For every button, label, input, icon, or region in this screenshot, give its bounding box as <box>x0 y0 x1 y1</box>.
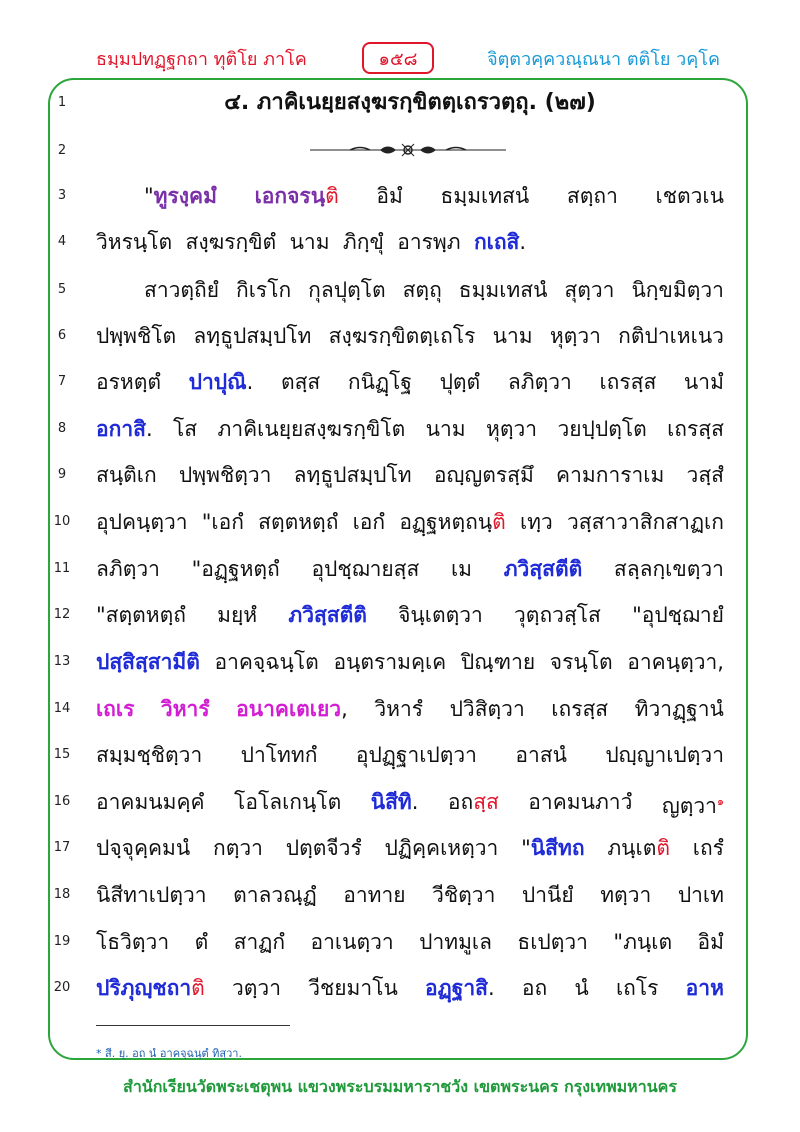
text-line-18: นิสีทาเปตฺวา ตาลวณฺฏํ อาทาย วีชิตฺวา ปานียํ ทตฺวา ปาเท <box>96 883 724 907</box>
text-line-10: อุปคนฺตฺวา "เอกํ สตฺตหตฺถํ เอกํ อฏฺฐหตฺถนฺติ เทฺว วสฺสาวาสิกสาฏเก <box>96 510 724 534</box>
word: สตฺถา <box>566 184 618 208</box>
line-number: 13 <box>53 654 71 669</box>
line-number: 11 <box>53 561 71 576</box>
text-line-3 <box>144 181 724 211</box>
line-number: 12 <box>53 607 71 622</box>
word: "ทูรงฺคมํ <box>144 184 217 208</box>
text-line-17: ปจฺจุคฺคมนํ กตฺวา ปตฺตจีวรํ ปฏิคฺคเหตฺวา "นิสีทถ ภนฺเตติ เถรํ <box>96 836 724 860</box>
text-line-5: สาวตฺถิยํ กิเรโก กุลปุตฺโต สตฺถุ ธมฺมเทสนํ สุตฺวา นิกฺขมิตฺวา <box>144 278 724 302</box>
word: เอกจรนฺติ <box>254 184 339 208</box>
page-number-badge: ๑๕๘ <box>362 42 434 74</box>
text-line-6: ปพฺพชิโต ลทฺธูปสมฺปโท สงฺฆรกฺขิตตฺเถโร นาม หุตฺวา กติปาเหเนว <box>96 324 724 348</box>
line-number: 9 <box>57 467 67 482</box>
line-number: 3 <box>57 188 67 203</box>
word: อิมํ <box>376 184 403 208</box>
header-right: จิตฺตวคฺควณฺณนา ตติโย วคฺโค <box>487 49 720 70</box>
line-number: 19 <box>53 934 71 949</box>
line-number: 18 <box>53 887 71 902</box>
line-number: 16 <box>53 794 71 809</box>
line-number: 4 <box>57 234 67 249</box>
line-number: 15 <box>53 747 71 762</box>
footnote-divider <box>96 1025 290 1026</box>
line-number: 1 <box>57 95 67 110</box>
line-number: 7 <box>57 374 67 389</box>
text-line-8: อกาสิ. โส ภาคิเนยฺยสงฺฆรกฺขิโต นาม หุตฺวา วยปฺปตฺโต เถรสฺส <box>96 417 724 441</box>
text-line-11: ลภิตฺวา "อฏฺฐหตฺถํ อุปชฺฌายสฺส เม ภวิสฺสตีติ สลฺลกฺเขตฺวา <box>96 557 724 581</box>
text-line-9: สนฺติเก ปพฺพชิตฺวา ลทฺธูปสมฺปโท อญฺญตรสฺมึ คามการาเม วสฺสํ <box>96 463 724 487</box>
word: เชตวเน <box>655 184 724 208</box>
text-line-13: ปสฺสิสฺสามีติ อาคจฺฉนฺโต อนฺตรามคฺเค ปิณฺฑาย จรนฺโต อาคนฺตฺวา, <box>96 650 724 674</box>
line-number: 10 <box>53 514 71 529</box>
ornament-divider-icon <box>310 141 506 159</box>
text-line-7: อรหตฺตํ ปาปุณิ. ตสฺส กนิฏฺโฐ ปุตฺตํ ลภิตฺวา เถรสฺส นามํ <box>96 370 724 394</box>
line-number: 17 <box>53 840 71 855</box>
line-number: 5 <box>57 282 67 297</box>
line-number: 2 <box>57 143 67 158</box>
footnote-marker: ๑ <box>716 795 724 808</box>
line-number: 6 <box>57 328 67 343</box>
header-left: ธมฺมปทฏฺฐกถา ทุติโย ภาโค <box>96 49 307 70</box>
text-line-14: เถเร วิหารํ อนาคเตเยว, วิหารํ ปวิสิตฺวา เถรสฺส ทิวาฏฺฐานํ <box>96 697 724 721</box>
line-number: 20 <box>53 980 71 995</box>
text-line-12: "สตฺตหตฺถํ มยฺหํ ภวิสฺสตีติ จินฺเตตฺวา วุตฺถวสฺโส "อุปชฺฌายํ <box>96 603 724 627</box>
text-line-19: โธวิตฺวา ตํ สาฏกํ อาเนตฺวา ปาทมูเล ธเปตฺวา "ภนฺเต อิมํ <box>96 930 724 954</box>
footnote: * สี. ยุ. อถ นํ อาคจฺฉนฺตํ ทิสฺวา. <box>96 1047 242 1060</box>
line-number: 8 <box>57 421 67 436</box>
text-line-15: สมฺมชฺชิตฺวา ปาโททกํ อุปฏฺฐาเปตฺวา อาสนํ ปญฺญาเปตฺวา <box>96 743 724 767</box>
section-title: ๔. ภาคิเนยฺยสงฺฆรกฺขิตตฺเถรวตฺถุ. (๒๗) <box>224 90 596 115</box>
text-line-4: วิหรนฺโต สงฺฆรกฺขิตํ นาม ภิกฺขุํ อารพฺภ กเถสิ. <box>96 230 527 254</box>
word: ธมฺมเทสนํ <box>440 184 530 208</box>
footer-institution: สำนักเรียนวัดพระเชตุพน แขวงพระบรมมหาราชวัง เขตพระนคร กรุงเทพมหานคร <box>123 1077 677 1096</box>
text-line-16: อาคมนมคฺคํ โอโลเกนฺโต นิสีทิ. อถสฺส อาคมนภาวํ ญตฺวา$^๑$ <box>96 790 724 818</box>
line-number: 14 <box>53 701 71 716</box>
text-line-20: ปริภุญฺชถาติ วตฺวา วีชยมาโน อฏฺฐาสิ. อถ นํ เถโร อาห <box>96 976 724 1000</box>
